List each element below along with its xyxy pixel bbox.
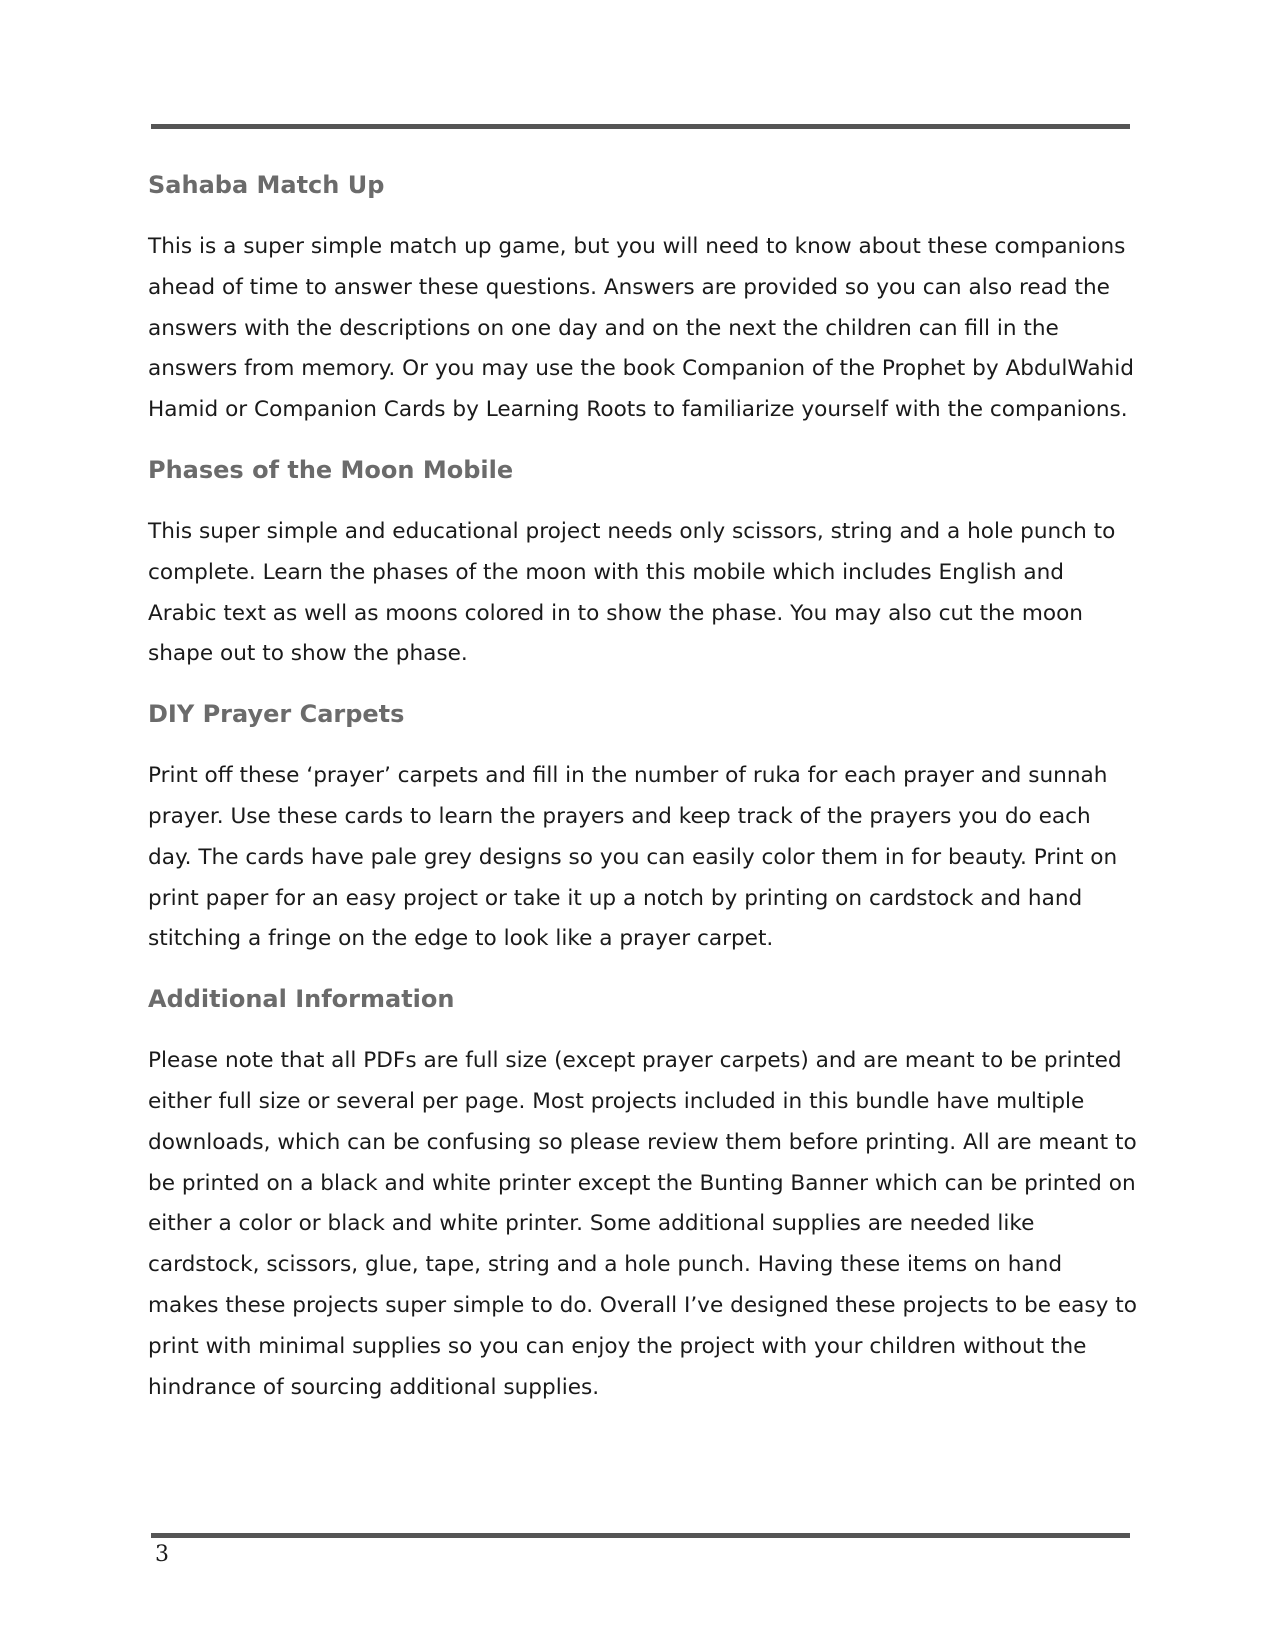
section-paragraph: This super simple and educational project needs only scissors, string and a hole punch to complete. Learn the phases of the moon with this mobile which includes English and Arabic text as well as moons colored in to show the phase. You may also cut the moon shape out to show the phase. (148, 518, 1116, 667)
section-phases-of-the-moon (148, 450, 1138, 675)
section-heading: Phases of the Moon Mobile (148, 455, 514, 484)
section-sahaba-match-up (148, 165, 1138, 431)
section-heading: Additional Information (148, 985, 455, 1014)
section-heading: DIY Prayer Carpets (148, 700, 405, 729)
page-number: 3 (155, 1542, 169, 1567)
section-paragraph: Please note that all PDFs are full size (except prayer carpets) and are meant to be printed either full size or several per page. Most projects included in this bundle have multiple downloads, which can be confusing so please review them before printing. All are meant to be printed on a black and white printer except the Bunting Banner which can be printed on either a color or black and white printer. Some additional supplies are needed like cardstock, scissors, glue, tape, string and a hole punch. Having these items on hand makes these projects super simple to do. Overall I’ve designed these projects to be easy to print with minimal supplies so you can enjoy the project with your children without the hindrance of sourcing additional supplies. (148, 1048, 1137, 1400)
section-heading: Sahaba Match Up (148, 171, 385, 199)
section-paragraph: Print off these ‘prayer’ carpets and fill in the number of ruka for each prayer and sunnah prayer. Use these cards to learn the prayers and keep track of the prayers you do each day. The cards have pale grey designs so you can easily color them in for beauty. Print on print paper for an easy project or take it up a notch by printing on cardstock and hand stitching a fringe on the edge to look like a prayer carpet. (148, 763, 1118, 952)
top-divider (151, 124, 1130, 129)
section-additional-information (148, 979, 1138, 1408)
document-body (148, 165, 1138, 1408)
section-paragraph: This is a super simple match up game, but you will need to know about these companions ahead of time to answer these questions. Answers are provided so you can also read the answers with the descriptions on one day and on the next the children can fill in the answers from memory. Or you may use the book Companion of the Prophet by AbdulWahid Hamid or Companion Cards by Learning Roots to familiarize yourself with the companions. (148, 234, 1134, 423)
section-diy-prayer-carpets (148, 694, 1138, 960)
bottom-divider (151, 1533, 1130, 1538)
